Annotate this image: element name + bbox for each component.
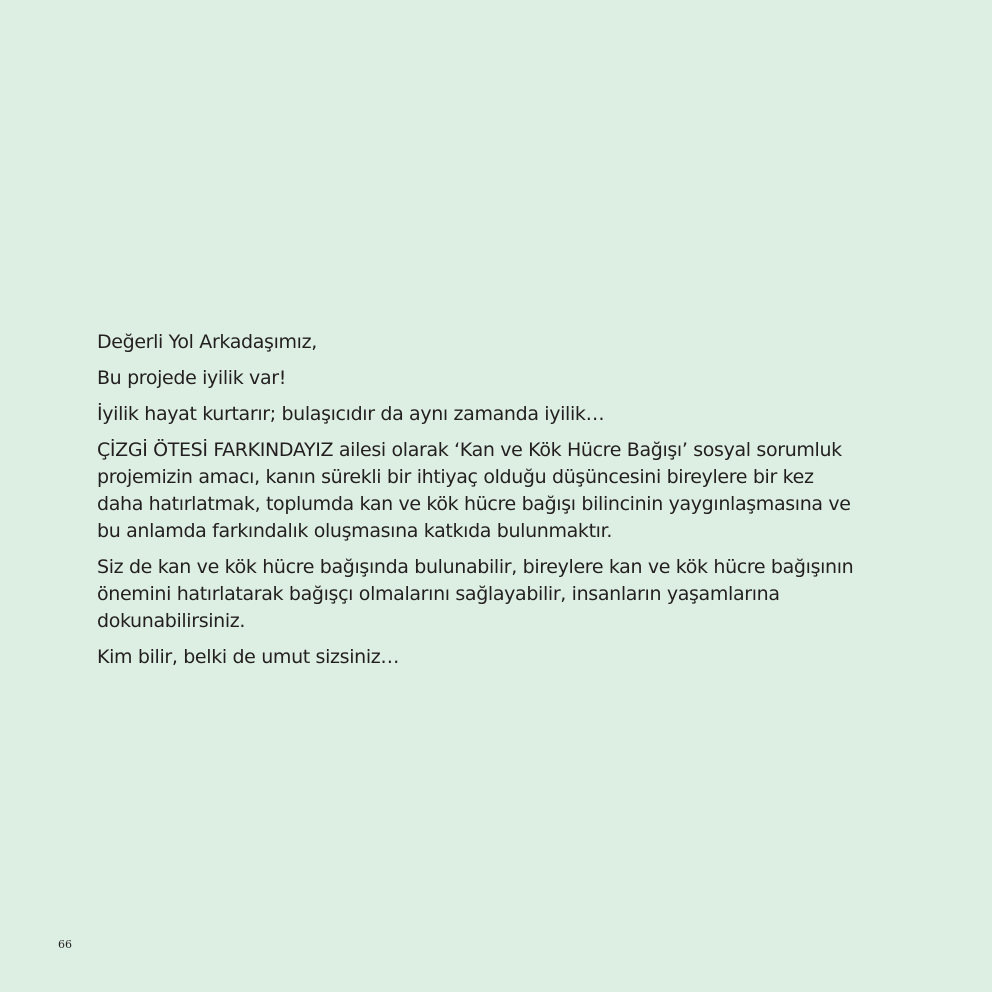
letter-body bbox=[97, 329, 907, 680]
saves-lives-line: İyilik hayat kurtarır; bulaşıcıdır da aynı zamanda iyilik… bbox=[97, 403, 605, 425]
paragraph-line: daha hatırlatmak, toplumda kan ve kök hücre bağışı bilincinin yaygınlaşmasına ve bbox=[97, 493, 851, 515]
paragraph-line: bu anlamda farkındalık oluşmasına katkıda bulunmaktır. bbox=[97, 520, 613, 542]
paragraph-line: ÇİZGİ ÖTESİ FARKINDAYIZ ailesi olarak ‘Kan ve Kök Hücre Bağışı’ sosyal sorumluk bbox=[97, 439, 842, 461]
page-number: 66 bbox=[58, 938, 72, 951]
paragraph-line: önemini hatırlatarak bağışçı olmalarını sağlayabilir, insanların yaşamlarına bbox=[97, 583, 780, 605]
donate-paragraph bbox=[97, 554, 907, 635]
closing-line: Kim bilir, belki de umut sizsiniz… bbox=[97, 646, 400, 668]
goodness-line: Bu projede iyilik var! bbox=[97, 367, 286, 389]
paragraph-line: dokunabilirsiniz. bbox=[97, 610, 246, 632]
paragraph-line: projemizin amacı, kanın sürekli bir ihtiyaç olduğu düşüncesini bireylere bir kez bbox=[97, 466, 814, 488]
project-paragraph bbox=[97, 437, 907, 545]
paragraph-line: Siz de kan ve kök hücre bağışında bulunabilir, bireylere kan ve kök hücre bağışının bbox=[97, 556, 854, 578]
greeting: Değerli Yol Arkadaşımız, bbox=[97, 331, 317, 353]
